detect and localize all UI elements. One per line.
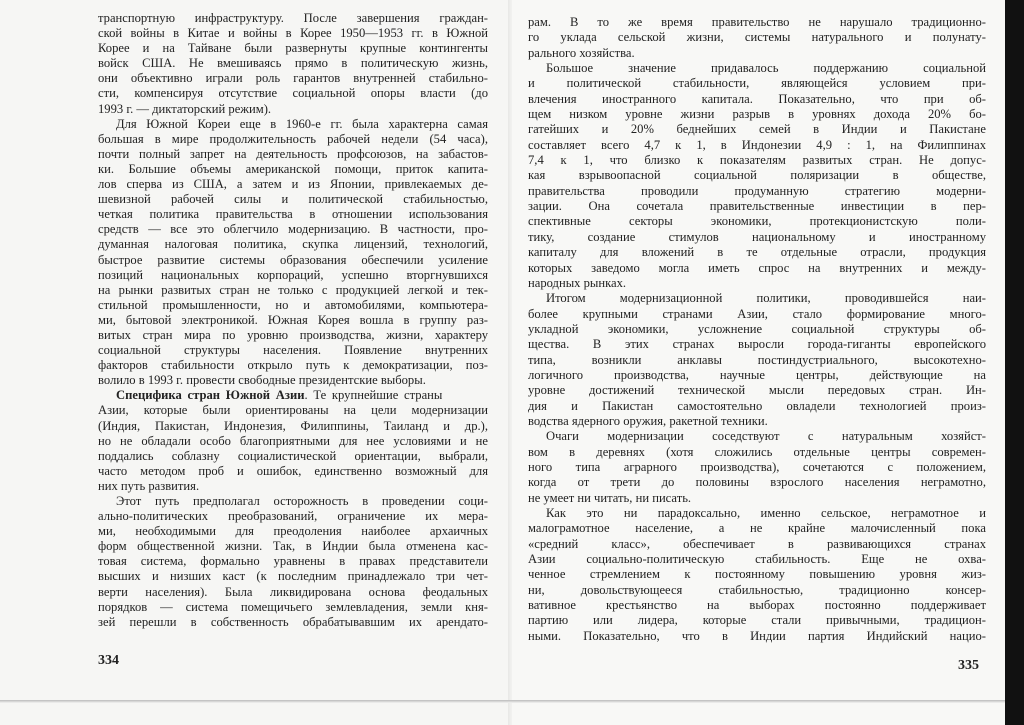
text-line: (Индия, Пакистан, Индонезия, Филиппины, Таиланд и др.),: [98, 418, 488, 433]
text-line: четкая политика правительства в отношении использования: [98, 207, 488, 222]
text-line: не умеет ни читать, ни писать.: [528, 490, 692, 505]
text-line: рам. В то же время правительство не нарушало традиционно-: [528, 15, 986, 29]
text-line: которых заведомо могла иметь спрос на внутренних и между-: [528, 260, 986, 275]
text-line: Азии социально-политическую стабильность. Еще не охва-: [528, 552, 986, 567]
text-line: ми, необходимыми для преодоления наиболее архаичных: [98, 524, 488, 539]
text-line: укладной экономики, усложнение социальной структуры об-: [528, 321, 986, 336]
text-line: они объективно играли роль гарантов внутренней стабильно-: [98, 71, 488, 86]
text-line-rest: . Те крупнейшие страны: [304, 388, 443, 403]
text-line: когда от трети до половины взрослого населения неграмотно,: [528, 475, 986, 490]
text-line: малограмотное население, а не крайне малочисленный пока: [528, 521, 986, 536]
text-line: социальной структуры населения. Появление внутренних: [98, 343, 488, 358]
text-line: зации. Она сочетала правительственные инвестиции в пер-: [528, 199, 986, 214]
text-line: 7,4 к 1, что близко к показателям развитых стран. Не допус-: [528, 153, 986, 168]
scan-edge-border: [1005, 0, 1024, 725]
text-line: уровне достижений технической мысли передовых стран. Ин-: [528, 383, 986, 398]
text-line: 1993 г. — диктаторский режим).: [98, 101, 272, 116]
text-line: [98, 388, 488, 403]
text-line: щем низком уровне жизни разрыв в уровнях дохода 20% бо-: [528, 107, 986, 122]
text-line: Азии, которые были ориентированы на цели модернизации: [98, 403, 488, 418]
text-line: зей перешли в собственность обрабатывавшим их арендато-: [98, 614, 488, 629]
text-line: влечения иностранного капитала. Показательно, что при об-: [528, 91, 986, 106]
text-line: вом в деревнях (хотя сложились отдельные центры современ-: [528, 444, 986, 459]
text-line: позиций национальных корпораций, успешно вторгнувшихся: [98, 267, 488, 282]
text-line: партию или лидера, которые стали привычными, традицион-: [528, 613, 986, 628]
text-line: кая взрывоопасной социальной поляризации в обществе,: [528, 168, 986, 183]
text-line: большая в мире продолжительность рабочей недели (54 часа),: [98, 131, 488, 146]
text-line: факторов стабильности открыло путь к демократизации, поз-: [98, 358, 488, 373]
text-line: типа, возникли анклавы постиндустриального, высокотехно-: [528, 352, 986, 367]
text-line: Очаги модернизации соседствуют с натуральным хозяйст-: [546, 429, 986, 444]
text-line: на рынки развитых стран не только с продукцией легкой и тек-: [98, 282, 488, 297]
text-line: шевизной рабочей силы и политической стабильностью,: [98, 192, 488, 207]
text-line: ного типа аграрного производства), сочетаются с положением,: [528, 459, 986, 474]
page-number-left: 334: [98, 653, 119, 668]
text-line: стильной промышленности, но и автомобилями, компьютера-: [98, 297, 488, 312]
text-line: транспортную инфраструктуру. После завершения граждан-: [98, 11, 488, 25]
text-line: ными. Показательно, что в Индии партия Индийский нацио-: [528, 628, 986, 643]
text-line: капиталу для вложений в те отдельные отрасли, продукция: [528, 245, 986, 260]
text-line: витых стран мира по уровню производства, жизни, характеру: [98, 327, 488, 342]
text-line: форм общественной жизни. Так, в Индии была отменена кас-: [98, 539, 488, 554]
text-line: более крупными странами Азии, стало формирование много-: [528, 306, 986, 321]
text-line: ально-политических преобразований, ограничение их мера-: [98, 509, 488, 524]
text-line: ми, бытовой электроникой. Южная Корея вошла в группу раз-: [98, 312, 488, 327]
text-line: Корее и на Тайване были развернуты крупные контингенты: [98, 41, 488, 56]
left-page-text: [98, 11, 488, 630]
text-line: высших и низших каст (к последним принадлежало три чет-: [98, 569, 488, 584]
right-page-text: [528, 15, 986, 644]
text-line: водства ядерного оружия, ракетной техники.: [528, 413, 768, 428]
text-line: вативное крестьянство на выборах постоянно поддерживает: [528, 598, 986, 613]
text-line: порядков — система помещичьего землевладения, земли кня-: [98, 599, 488, 614]
text-line: Итогом модернизационной политики, проводившейся наи-: [546, 291, 986, 306]
text-line: товая система, формально уравнены в правах представители: [98, 554, 488, 569]
text-line: сти, компенсируя отсутствие социальной опоры власти (до: [98, 86, 488, 101]
page-number-right: 335: [958, 658, 979, 673]
text-line: Для Южной Кореи еще в 1960-е гг. была характерна самая: [116, 116, 488, 131]
section-heading: Специфика стран Южной Азии: [116, 388, 305, 403]
text-line: ченное стремлением к постоянному повышению уровня жиз-: [528, 567, 986, 582]
text-line: поддались соблазну социалистической ориентации, выбрали,: [98, 448, 488, 463]
text-line: и политической стабильности, являющейся условием при-: [528, 76, 986, 91]
text-line: «средний класс», обеспечивает в развивающихся странах: [528, 536, 986, 551]
text-line: логичного производства, научные центры, действующие на: [528, 367, 986, 382]
text-line: ни, довольствующееся стабильностью, традиционно консер-: [528, 582, 986, 597]
text-line: рального хозяйства.: [528, 45, 635, 60]
text-line: быстрое развитие системы образования обеспечили усиление: [98, 252, 488, 267]
text-line: гатейших и 20% беднейших семей в Индии и Пакистане: [528, 122, 986, 137]
text-line: правительства проводили продуманную стратегию модерни-: [528, 183, 986, 198]
text-line: лов сперва из США, а затем и из Японии, привлекаемых де-: [98, 177, 488, 192]
text-line: Как это ни парадоксально, именно сельское, неграмотное и: [546, 506, 986, 520]
text-line: тику, создание стимулов национальному и иностранному: [528, 229, 986, 244]
text-line: щества. В этих странах выросли города-гиганты европейского: [528, 337, 986, 352]
text-line: народных рынках.: [528, 275, 627, 290]
text-line: го уклада сельской жизни, системы натурального и полунату-: [528, 30, 986, 45]
text-line: составляет всего 4,7 к 1, в Индонезии 4,9 : 1, на Филиппинах: [528, 137, 986, 152]
text-line: ки. Большие объемы американской помощи, приток капита-: [98, 161, 488, 176]
text-line: средств — все это облегчило модернизацию. В частности, про-: [98, 222, 488, 237]
scan-bottom-shadow: [0, 700, 1005, 703]
text-line: часто методом проб и ошибок, единственно возможный для: [98, 463, 488, 478]
text-line: них путь развития.: [98, 478, 200, 493]
text-line: почти полный запрет на деятельность профсоюзов, на забастов-: [98, 146, 488, 161]
text-line: ской войны в Китае и войны в Корее 1950—1953 гг. в Южной: [98, 26, 488, 41]
text-line: но не обладали особо благоприятными для нее условиями и не: [98, 433, 488, 448]
text-line: войск США. Не вмешиваясь прямо в политическую жизнь,: [98, 56, 488, 71]
text-line: спективные секторы экономики, протекционистскую поли-: [528, 214, 986, 229]
text-line: думанная налоговая политика, скупка лицензий, технологий,: [98, 237, 488, 252]
right-page: [512, 0, 1005, 725]
text-line: волило в 1993 г. провести свободные президентские выборы.: [98, 373, 426, 388]
text-line: Большое значение придавалось поддержанию социальной: [546, 61, 986, 76]
text-line: Этот путь предполагал осторожность в проведении соци-: [116, 494, 488, 508]
text-line: дия и Пакистан самостоятельно овладели технологией произ-: [528, 398, 986, 413]
text-line: верти населения). Была ликвидирована основа феодальных: [98, 584, 488, 599]
